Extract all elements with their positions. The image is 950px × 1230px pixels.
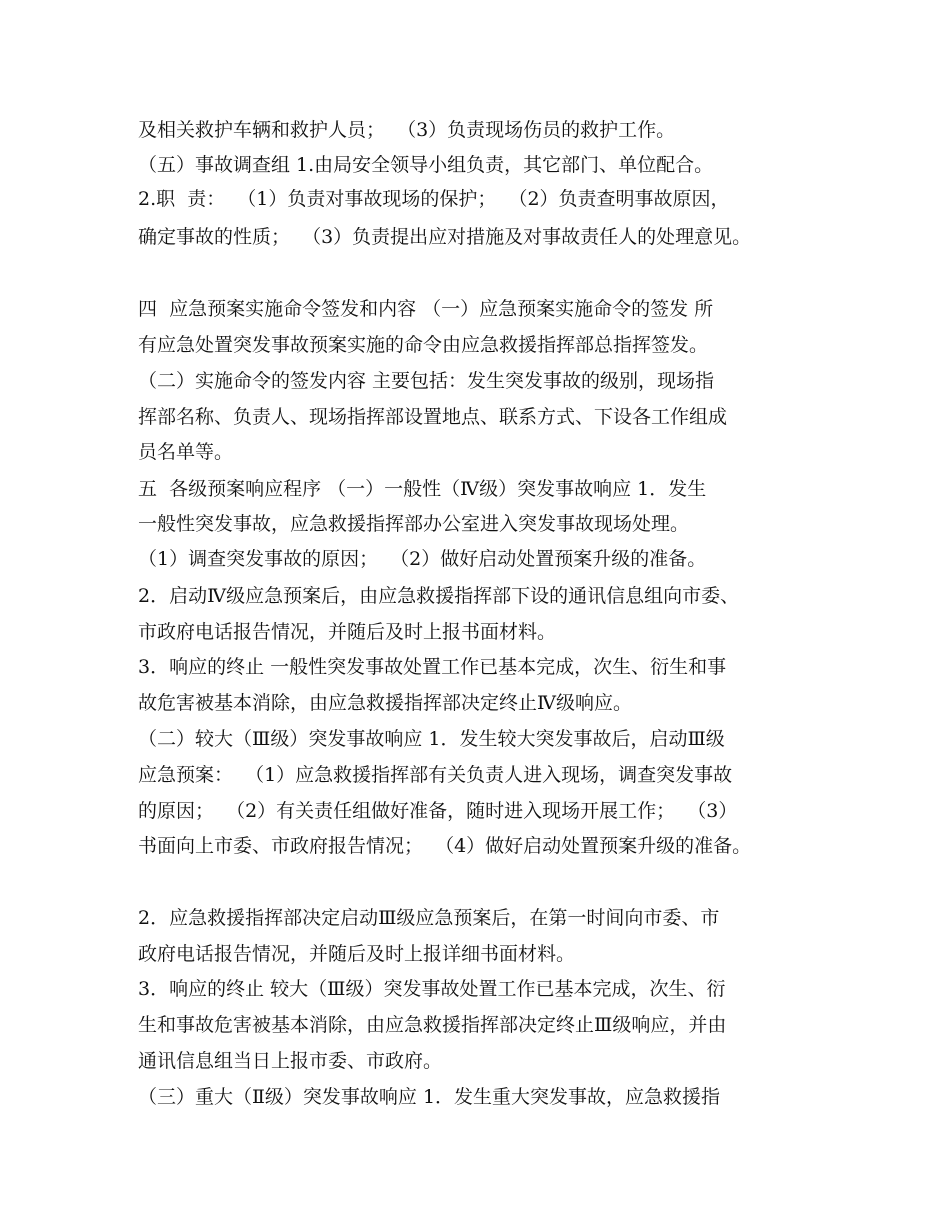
- text-line: （1）调查突发事故的原因； （2）做好启动处置预案升级的准备。: [138, 548, 707, 570]
- text-line: 3．响应的终止 较大（Ⅲ级）突发事故处置工作已基本完成，次生、衍: [138, 978, 726, 1000]
- text-line: 有应急处置突发事故预案实施的命令由应急救援指挥部总指挥签发。: [138, 334, 709, 356]
- text-line: 2．启动Ⅳ级应急预案后，由应急救援指挥部下设的通讯信息组向市委、: [138, 585, 740, 607]
- text-line: 应急预案： （1）应急救援指挥部有关负责人进入现场，调查突发事故: [138, 764, 733, 786]
- text-line: 市政府电话报告情况，并随后及时上报书面材料。: [138, 621, 557, 643]
- text-line: 及相关救护车辆和救护人员； （3）负责现场伤员的救护工作。: [138, 119, 676, 141]
- text-line: 2．应急救援指挥部决定启动Ⅲ级应急预案后，在第一时间向市委、市: [138, 907, 720, 929]
- text-line: 政府电话报告情况，并随后及时上报详细书面材料。: [138, 943, 576, 965]
- text-line: 2.职 责： （1）负责对事故现场的保护； （2）负责查明事故原因，: [138, 188, 730, 210]
- text-line: （三）重大（Ⅱ级）突发事故响应 1．发生重大突发事故，应急救援指: [138, 1086, 721, 1108]
- text-line: 3．响应的终止 一般性突发事故处置工作已基本完成，次生、衍生和事: [138, 656, 727, 678]
- text-line: 确定事故的性质； （3）负责提出应对措施及对事故责任人的处理意见。: [138, 226, 752, 248]
- text-line: 生和事故危害被基本消除，由应急救援指挥部决定终止Ⅲ级响应，并由: [138, 1014, 727, 1036]
- text-line: 挥部名称、负责人、现场指挥部设置地点、联系方式、下设各工作组成: [138, 406, 728, 428]
- text-line: 通讯信息组当日上报市委、市政府。: [138, 1050, 443, 1072]
- text-line: （二）较大（Ⅲ级）突发事故响应 1．发生较大突发事故后，启动Ⅲ级: [138, 728, 725, 750]
- text-line: 书面向上市委、市政府报告情况； （4）做好启动处置预案升级的准备。: [138, 835, 752, 857]
- text-line: 故危害被基本消除，由应急救援指挥部决定终止Ⅳ级响应。: [138, 692, 632, 714]
- text-line: 四 应急预案实施命令签发和内容 （一）应急预案实施命令的签发 所: [138, 298, 714, 320]
- text-line: 员名单等。: [138, 441, 234, 463]
- text-line: 五 各级预案响应程序 （一）一般性（Ⅳ级）突发事故响应 1．发生: [138, 478, 707, 500]
- text-line: 一般性突发事故，应急救援指挥部办公室进入突发事故现场处理。: [138, 513, 690, 535]
- text-line: 的原因； （2）有关责任组做好准备，随时进入现场开展工作； （3）: [138, 800, 738, 822]
- text-line: （五）事故调查组 1.由局安全领导小组负责，其它部门、单位配合。: [138, 154, 714, 176]
- text-line: （二）实施命令的签发内容 主要包括：发生突发事故的级别，现场指: [138, 370, 715, 392]
